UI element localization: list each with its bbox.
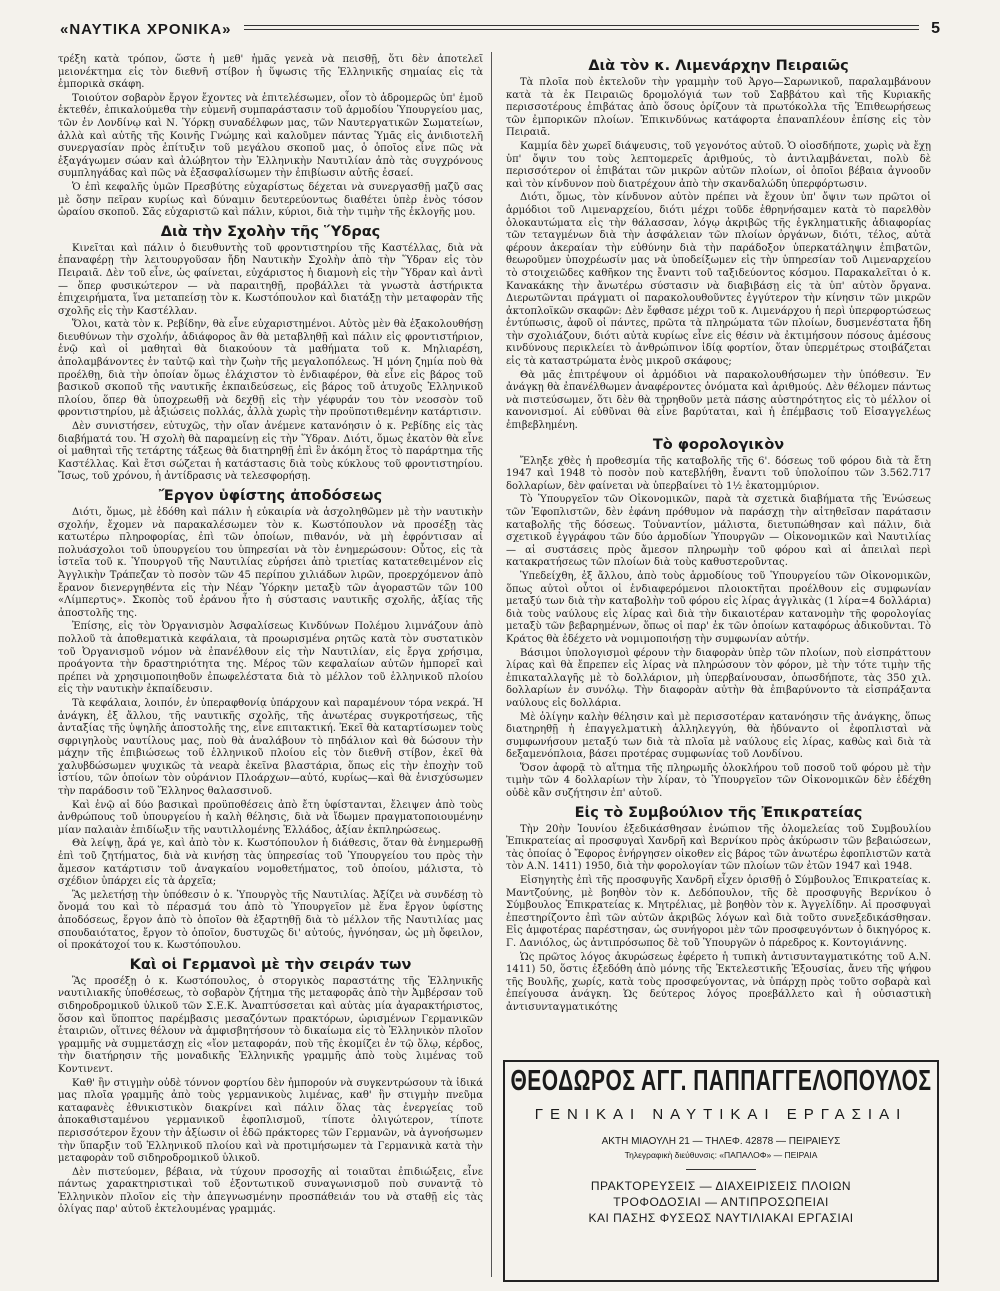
article-heading: Εἰς τὸ Συμβούλιον τῆς Ἐπικρατείας [574, 804, 863, 821]
article-paragraph: Κινεῖται καὶ πάλιν ὁ διευθυντὴς τοῦ φροντιστηρίου τῆς Καστέλλας, διὰ νὰ ἐπαναφέρῃ τὴν λειτουργοῦσαν ἤδη Ναυτικὴν Σχολὴν ἀπὸ τὴν Ὕδραν εἰς τὸν Πειραιᾶ. Δὲν τοῦ εἶνε, ὡς φαίνεται, εὐχάριστος ἡ διαμονὴ εἰς τὴν Ὕδραν καὶ ἀντὶ — ὅπερ φυσικώτερον — νὰ παραιτηθῇ, προβάλλει τὰ γνωστὰ ἀστήρικτα ἐπιχειρήματα, ἵνα μεταπείσῃ τὸν κ. Κωστόπουλον καὶ διατάξῃ τὴν μεταφορὰν τῆς σχολῆς εἰς τὴν Καστέλλαν. [58, 242, 483, 317]
article-paragraph: Ὡς πρῶτος λόγος ἀκυρώσεως ἐφέρετο ἡ τυπικὴ ἀντισυνταγματικότης τοῦ Α.Ν. 1411) 50, ὅστις ἐξεδόθη ἀπὸ μόνης τῆς Ἐκτελεστικῆς Ἐξουσίας, ἄνευ τῆς ψήφου τῆς Βουλῆς, χωρίς, κατὰ τοὺς προσφεύγοντας, νὰ ὑπάρχῃ πρὸς τοῦτο σοβαρὰ καὶ ἐπείγουσα ἀνάγκη. Ὡς δεύτερος λόγος προεβάλλετο καὶ ἡ οὐσιαστικὴ ἀντισυνταγματικότης [506, 951, 931, 1013]
article-paragraph: Δὲν συνιστήσεν, εὐτυχῶς, τὴν οἴαν ἀνέμενε κατανόησιν ὁ κ. Ρεβίδης εἰς τὰς διαβήματά του. Ἡ σχολὴ θὰ παραμείνῃ εἰς τὴν Ὕδραν. Διότι, ὅμως ἐκατὸν θὰ εἶνε οἱ μαθηταὶ τῆς τετάρτης τάξεως θὰ διατηρηθῇ ἐπὶ ἓν ἀκόμη ἔτος τὸ παράρτημα τῆς Καστέλλας. Καὶ ἔτσι σώζεται ἡ κατάστασις διὰ τοὺς κύκλους τοῦ φροντιστηρίου. Ἴσως, τοῦ χρόνου, ἡ ἀντίδρασις νὰ τελεσφορήσῃ. [58, 421, 483, 483]
advertisement-divider [686, 1169, 756, 1170]
article-paragraph: Τὰ πλοῖα ποὺ ἐκτελοῦν τὴν γραμμὴν τοῦ Ἀργο—Σαρωνικοῦ, παραλαμβάνουν κατὰ τὰ ἐκ Πειραιῶς δρομολόγιά των τοῦ Σαββάτου καὶ τῆς Κυριακῆς περισσοτέρους ἐπιβάτας ἀπὸ ὅσους ὁρίζουν τὰ πρωτόκολλα τῆς Ἐπιθεωρήσεως τῶν ἐμπορικῶν πλοίων. Ἐπικινδύνως κατάφορτα ἐπαναπλέουν ἐπίσης εἰς τὸν Πειραιᾶ. [506, 77, 931, 139]
article-heading: Καὶ οἱ Γερμανοὶ μὲ τὴν σειράν των [129, 956, 412, 973]
article-paragraph: Βάσιμοι ὑπολογισμοὶ φέρουν τὴν διαφορὰν ὑπὲρ τῶν πλοίων, ποὺ εἰσπράττουν λίρας καὶ θὰ ἔπρεπεν εἰς λίρας νὰ πληρώσουν τὸν φόρον, μὲ τὴν τότε τιμὴν τῆς ἐπικαταλλαγῆς μὲ τὸ δολλάριον, μὴ ὑπερβαίνουσαν, ὁπωσδήποτε, τὰς 350 χιλ. δολλαρίων ἐν συνόλῳ. Τὴν διαφορὰν αὐτὴν θὰ ἐπιβαρύνοντο τὰ εἰσπράξαντα ναύλους εἰς δολλάρια. [506, 647, 931, 709]
right-column [506, 54, 931, 1013]
advertiser-services-line: ΤΡΟΦΟΔΟΣΙΑΙ — ΑΝΤΙΠΡΟΣΩΠΕΙΑΙ [613, 1195, 829, 1209]
article-paragraph: Ἂς προσέξῃ ὁ κ. Κωστόπουλος, ὁ στοργικὸς παραστάτης τῆς Ἑλληνικῆς ναυτιλιακῆς ὑποθέσεως, τὸ σοβαρὸν ζήτημα τῆς μεταφορᾶς ἀπὸ τὴν Ἀμβέρσαν τοῦ σιδηροδρομικοῦ ὑλικοῦ τῶν Σ.Ε.Κ. Ἀναπτύσσεται καὶ αὐτὰς μία ἀγαρακτήριστος, ὅσον καὶ ὕποπτος παρέμβασις μεσαζόντων πρακτόρων, ὡρισμένων Γερμανικῶν ἑταιριῶν, οἵτινες θέλουν νὰ ἀμφισβητήσουν τὸ δικαίωμα εἰς τὸ Ἑλληνικὸν πλοῖον γραμμῆς νὰ συμμετάσχῃ εἰς «ἴον μεταφοράν, ποὺ τῆς ἐκομίζει ἐν τῷ ὅλῳ, κέρδος, τὴν διατήρησιν τῆς μοναδικῆς Ἑλληνικῆς γραμμῆς ἀπὸ τοὺς λιμένας τοῦ Κοντινεντ. [58, 975, 483, 1075]
article-heading: Τὸ φορολογικὸν [652, 436, 785, 453]
article-paragraph: Δὲν πιστεύομεν, βέβαια, νὰ τύχουν προσοχῆς αἱ τοιαῦται ἐπιδιώξεις, εἶνε πάντως χαρακτηριστικαὶ τοῦ ἐξοντωτικοῦ συναγωνισμοῦ ποὺ συναντᾷ τὸ Ἑλληνικὸν πλοῖον εἰς τὴν ἀπεγνωσμένην προσπάθειάν του νὰ σταθῇ εἰς τὰς ὀλίγας παρ' αὐτοῦ ἐκτελουμένας γραμμάς. [58, 1166, 483, 1216]
article-paragraph: Διότι, ὅμως, μὲ ἐδόθη καὶ πάλιν ἡ εὐκαιρία νὰ ἀσχοληθῶμεν μὲ τὴν ναυτικὴν σχολήν, ἔχομεν νὰ παρακαλέσωμεν τὸν κ. Κωστόπουλον νὰ προσέξῃ τὰς κατωτέρω πληροφορίας, ἐπὶ τῶν ὁποίων, πιθανόν, νὰ μὴ ἐφρόντισαν αἱ πολυάσχολοι τοῦ ὑπουργείου του ὑπηρεσίαι νὰ τὸν ἐνημερώσουν: Οὗτος, εἰς τὰ ἰστεῖα τοῦ κ. Ὑπουργοῦ τῆς Ναυτιλίας εὑρήσει ἀπὸ τριετίας κατατεθειμένον εἰς Ἀγγλικὴν Τράπεζαν τὸ ποσὸν τῶν 45 περίπου χιλιάδων λιρῶν, προερχόμενον ἀπὸ ἔρανον διενεργηθέντα εἰς τὴν Νέαν Ὑόρκην μεταξὺ τῶν ἀγοραστῶν τῶν 100 «Λίμπερτυς». Σκοπὸς τοῦ ἐράνου ἦτο ἡ σύστασις ναυτικῆς σχολῆς, ἀξίας τῆς ἀποστολῆς της. [58, 507, 483, 619]
article-paragraph: Καμμία δὲν χωρεῖ διάψευσις, τοῦ γεγονότος αὐτοῦ. Ὁ οἱοσδήποτε, χωρὶς νὰ ἔχῃ ὑπ' ὄψιν του τοὺς λεπτομερεῖς ἀριθμούς, τὸ ἀντιλαμβάνεται, πολὺ δὲ περισσότερον οἱ ἐπιβάται τῶν μικρῶν αὐτῶν πλοίων, οἱ ὁποῖοι βέβαια ἀγνοοῦν καὶ τὸν κίνδυνον ποὺ διατρέχουν ἀπὸ τὴν σκανδαλώδη ὑπερφόρτωσιν. [506, 140, 931, 190]
advertiser-telegraph: Τηλεγραφικὴ διεύθυνσις: «ΠΑΠΑΛΟΦ» — ΠΕΙΡΑΙΑ [624, 1150, 818, 1160]
article-paragraph: Ὅσον ἀφορᾷ τὸ αἴτημα τῆς πληρωμῆς ὁλοκλήρου τοῦ ποσοῦ τοῦ φόρου μὲ τὴν τιμὴν τῶν 4 δολλαρίων τὴν λίραν, τὸ Ὑπουργεῖον τῶν Οἰκονομικῶν δὲν ἐδέχθη οὐδὲ κἂν συζήτησιν ἐπ' αὐτοῦ. [506, 762, 931, 800]
article-paragraph: Ὑπεδείχθη, ἐξ ἄλλου, ἀπὸ τοὺς ἁρμοδίους τοῦ Ὑπουργείου τῶν Οἰκονομικῶν, ὅπως αὐτοὶ οὗτοι οἱ ἐνδιαφερόμενοι πλοιοκτῆται προέλθουν εἰς συμφωνίαν μεταξύ των διὰ τὴν καταβολὴν τοῦ φόρου εἰς λίρας ἀγγλικὰς (1 λίρα=4 δολλάρια) διὰ τοὺς ναύλους εἰς λίρας καὶ διὰ τὴν δικαιοτέραν κατανομὴν τῆς φορολογίας μεταξὺ τῶν βεβαρημένων, ὅπως οἱ παρ' ἐκ τῶν ὁποίων καταφόρως ἀδικοῦνται. Τὸ Κράτος θὰ ἐδέχετο νὰ νομιμοποιήσῃ τὴν συμφωνίαν αὐτήν. [506, 570, 931, 645]
article-paragraph: Εἰσηγητὴς ἐπὶ τῆς προσφυγῆς Χανδρῆ εἶχεν ὁρισθῇ ὁ Σύμβουλος Ἐπικρατείας κ. Μαντζούνης, μὲ βοηθὸν τὸν κ. Δεδόπουλον, τῆς δὲ προσφυγῆς Βερνίκου ὁ Σύμβουλος Ἐπικρατείας κ. Μητρέλιας, μὲ βοηθὸν τὸν κ. Ἀγγελίδην. Αἱ προσφυγαὶ ἐπεστηρίζοντο ἐπὶ τῶν αὐτῶν ἀκριβῶς λόγων καὶ διὰ τοῦτο συνεξεδικάσθησαν. Εἰς ἀμφοτέρας παρέστησαν, ὡς συνήγοροι μὲν τῶν προσφευγόντων ὁ δικηγόρος κ. Γ. Δανιόλος, ὡς ἀντιπρόσωπος δὲ τοῦ Ὑπουργῶν ὁ πάρεδρος κ. Κοντογιάννης. [506, 875, 931, 949]
article-paragraph: Ἔληξε χθὲς ἡ προθεσμία τῆς καταβολῆς τῆς 6'. δόσεως τοῦ φόρου διὰ τὰ ἔτη 1947 καὶ 1948 τὸ ποσὸν ποὺ κατεβλήθη, ἔναντι τοῦ ὑπολοίπου τῶν 3.562.717 δολλαρίων, δὲν φαίνεται νὰ ὑπερβαίνει τὸ 1½ ἑκατομμύριον. [506, 455, 931, 492]
article-paragraph: Τὴν 20ὴν Ἰουνίου ἐξεδικάσθησαν ἐνώπιον τῆς ὁλομελείας τοῦ Συμβουλίου Ἐπικρατείας αἱ προσφυγαὶ Χανδρῆ καὶ Βερνίκου πρὸς ἀκύρωσιν τῶν βεβαιώσεων, τὰς ὁποίας ὁ Ἔφορος ἐνήργησεν οἰκοθεν εἰς βάρος τῶν ἀνωτέρω ἐφοπλιστῶν κατὰ τὸν Α.Ν. 1411) 1950, διὰ τὴν φορολογίαν τῶν πλοίων τῶν ἐτῶν 1947 καὶ 1948. [506, 823, 931, 873]
article-paragraph: Ὁ ἐπὶ κεφαλῆς ὑμῶν Πρεσβύτης εὐχαρίστως δέχεται νὰ συνεργασθῇ μαζῦ σας μὲ ὅσην πεῖραν κυρίως καὶ δύναμιν δευτερεύοντως διαθέτει ὑπὲρ ἑνὸς τόσον ὡραίου σκοποῦ. Σᾶς εὐχαριστῶ καὶ πάλιν, κύριοι, διὰ τὴν τιμὴν τῆς ἐκλογῆς μου. [58, 181, 483, 219]
article-paragraph: Τοιούτον σοβαρὸν ἔργον ἔχοντες νὰ ἐπιτελέσωμεν, οἷον τὸ ἀδρομερῶς ὑπ' ἐμοῦ ἐκτεθέν, ἐπικαλούμεθα τὴν εὐμενῆ συμπαράστασιν τοῦ ἁρμοδίου Ὑπουργείου μας, τῶν ἐν Λονδίνῳ καὶ Ν. Ὑόρκῃ συναδέλφων μας, τῶν Ναυτεργατικῶν Σωματείων, ἀλλὰ καὶ αὐτῆς τῆς Κοινῆς Γνώμης καὶ καλοῦμεν πάντας Ὑμᾶς εἰς ἀνιδιοτελῆ συνεργασίαν πρὸς ἐπίτυξιν τοῦ μεγάλου σκοποῦ μας, ὁ ὁποῖος εἶνε πῶς νὰ ἐξαγάγωμεν σώαν καὶ ἀλώβητον τὴν Ἑλληνικὴν Ναυτιλίαν ἀπὸ τὰς συγχρόνους συμπληγάδας καὶ πῶς νὰ ἐξασφαλίσωμεν τὴν ἐπιβίωσιν αὐτῆς ἐσαεί. [58, 92, 483, 180]
advertiser-address: ΑΚΤΗ ΜΙΑΟΥΛΗ 21 — ΤΗΛΕΦ. 42878 — ΠΕΙΡΑΙΕΥΣ [601, 1136, 841, 1147]
article-heading: Ἔργον ὑφίστης ἀποδόσεως [158, 488, 383, 504]
article-paragraph: Ἂς μελετήσῃ τὴν ὑπόθεσιν ὁ κ. Ὑπουργὸς τῆς Ναυτιλίας. Ἀξίζει νὰ συνδέσῃ τὸ ὄνομά του καὶ τὸ πέρασμά του ἀπὸ τὸ Ὑπουργεῖον μὲ ἕνα ἔργον ὑφίστης ἀποδόσεως, ἔργον ἀπὸ τὸ ὁποῖον θὰ ἐξαρτηθῇ διὰ τὸ μέλλον τῆς Ναυτιλίας μας σπουδαιότατος, ἔργον τὸ ὁποῖον, δυστυχῶς δι' αὐτούς, ἠγνόησαν, ὡς μὴ ὄφειλον, οἱ προκάτοχοί του κ. Κωστόπουλου. [58, 889, 483, 952]
article-heading: Διὰ τὸν κ. Λιμενάρχην Πειραιῶς [588, 58, 849, 74]
article-paragraph: Καὶ ἐνῷ αἱ δύο βασικαὶ προϋποθέσεις ἀπὸ ἔτη ὑφίστανται, ἔλειψεν ἀπὸ τοὺς ἀνθρώπους τοῦ ὑπουργείου ἡ καλὴ θέλησις, διὰ νὰ ἴδωμεν πραγματοποιουμένην μίαν παλαιὰν ἐπιδίωξιν τῆς ναυτιλλομένης Ἑλλάδος, ἀξίαν ἐκπληρώσεως. [58, 799, 483, 836]
page-header [60, 14, 940, 44]
column-divider [491, 52, 492, 1277]
header-rule [244, 25, 920, 33]
article-heading: Διὰ τὴν Σχολὴν τῆς Ὕδρας [160, 223, 381, 240]
article-paragraph: Διότι, ὅμως, τὸν κίνδυνον αὐτὸν πρέπει νὰ ἔχουν ὑπ' ὄψιν των πρῶτοι οἱ ἁρμόδιοι τοῦ Λιμεναρχείου, διότι μέχρι τοῦδε ἐθρηνήσαμεν κατὰ τὸ παρελθὸν ὁλοκαυτώματα εἰς τὴν θάλασσαν, λόγῳ ἀκριβῶς τῆς ἐγκληματικῆς ἀδιαφορίας τῶν τεταγμένων διὰ τὴν ἀσφάλειαν τῶν πλοίων ὀργάνων, διότι, τέλος, αὐτὰ φέρουν ἀκεραίαν τὴν εὐθύνην διὰ τὴν παράδοξον ὑπερκατάληψιν ἐπιβατῶν, θεωροῦμεν ὑποχρέωσίν μας νὰ ὑποδείξωμεν εἰς τὴν ὑπηρεσίαν τοῦ Λιμεναρχείου τὸ στοιχειῶδες καθῆκον της ἔναντι τοῦ ταξιδεύοντος κόσμου. Παρακαλεῖται ὁ κ. Κανακάκης τὴν ἄνωτέρω σύστασιν νὰ διαβιβάσῃ εἰς τὰ ὑπ' αὐτὸν ὄργανα. Διερωτῶνται πράγματι οἱ παρακολουθοῦντες ἐγγύτερον τὴν κίνησιν τῶν μικρῶν ἀκτοπλοϊκῶν σκαφῶν: Δὲν ἔφθασε μέχρι τοῦ κ. Λιμενάρχου ἡ περὶ ὑπερφορτώσεως ἐντύπωσις, ἀφοῦ οἱ πάντες, πρῶτα τὰ πληρώματα τῶν πλοίων, δυσμενέστατα ἤδη τὴν σχολιάζουν, διότι αὐτὰ κυρίως εἶνε εἰς θέσιν νὰ ἐκτιμήσουν πόσους ἀμέσους κινδύνους περικλείει τὸ ἀνθρώπινον ἰδίᾳ φορτίον, ὅταν ὑπερμέτρως στοιβάζεται εἰς τὰ καταστρώματα ἑνὸς μικροῦ σκάφους; [506, 192, 931, 368]
article-paragraph: Ἐπίσης, εἰς τὸν Ὀργανισμὸν Ἀσφαλίσεως Κινδύνων Πολέμου λιμνάζουν ἀπὸ πολλοῦ τὰ ἀποθεματικὰ κεφάλαια, τὰ προωρισμένα ρητῶς κατὰ τὸν συστατικὸν τοῦ Ὀργανισμοῦ νόμον νὰ ἐπανέλθουν εἰς τὴν Ναυτιλίαν, εἰς ἔργα χρήσιμα, προάγοντα τὴν δραστηριότητα της. Μέρος τῶν κεφαλαίων αὐτῶν ἠμπορεῖ καὶ πρέπει νὰ χρησιμοποιηθοῦν ἐπωφελέστατα διὰ τὸ μέλλον τοῦ ἑλληνικοῦ πλοίου εἰς τὴν ναυτικὴν ἐκπαίδευσιν. [58, 621, 483, 696]
article-paragraph: Θὰ λείψῃ, ἄρά γε, καὶ ἀπὸ τὸν κ. Κωστόπουλον ἡ διάθεσις, ὅταν θὰ ἐνημερωθῇ ἐπὶ τοῦ ζητήματος, διὰ νὰ κινήσῃ τὰς ὑπηρεσίας τοῦ Ὑπουργείου του πρὸς τὴν ἄμεσον κατάρτισιν τοῦ ἀναγκαίου νομοθετήματος, τοῦ ὁποίου, μάλιστα, τὸ σχέδιον ὑπάρχει εἰς τὰ ἀρχεῖα; [58, 838, 483, 888]
article-paragraph: Καθ' ἣν στιγμὴν οὐδὲ τόννον φορτίου δὲν ἠμπορούν νὰ συγκεντρώσουν τὰ ἰδικά μας πλοῖα γραμμῆς ἀπὸ τοὺς γερμανικοὺς λιμένας, καθ' ἣν στιγμὴν πνεῦμα καταφανὲς ἐθνικιστικὸν διακρίνει καὶ πάλιν ὅλας τὰς ἐνεργείας τοῦ ἀποκαθισταμένου γερμανικοῦ ἐφοπλισμοῦ, τίποτε ὀλιγώτερον, τίποτε περισσότερον ἔχουν τὴν ἀξίωσιν οἱ ἐδῶ πράκτορες τῶν Γερμανῶν, νὰ ἀγνοήσωμεν τὴν ὕπαρξιν τοῦ Ἑλληνικοῦ πλοίου καὶ νὰ προτιμήσωμεν τὰ Γερμανικὰ κατὰ τὴν μεταφορὰν τοῦ σιδηροδρομικοῦ ὑλικοῦ. [58, 1077, 483, 1165]
advertiser-name: ΘΕΟΔΩΡΟΣ ΑΓΓ. ΠΑΠΠΑΓΓΕΛΟΠΟΥΛΟΣ [510, 1065, 932, 1097]
article-paragraph: τρέξη κατὰ τρόπον, ὥστε ἡ μεθ' ἡμᾶς γενεὰ νὰ πεισθῇ, ὅτι δὲν ἀποτελεῖ μειονέκτημα εἰς τὸν διεθνῆ στίβον ἡ ὕψωσις τῆς Ἑλληνικῆς σημαίας εἰς τὰ ἐμπορικὰ σκάφη. [58, 54, 483, 91]
left-column [58, 54, 483, 1264]
advertiser-services-line: ΚΑΙ ΠΑΣΗΣ ΦΥΣΕΩΣ ΝΑΥΤΙΛΙΑΚΑΙ ΕΡΓΑΣΙΑΙ [588, 1211, 854, 1225]
advertisement-box [503, 1060, 939, 1282]
article-paragraph: Μὲ ὀλίγην καλὴν θέλησιν καὶ μὲ περισσοτέραν κατανόησιν τῆς ἀνάγκης, ὅπως διατηρηθῇ ἡ ἐπαγγελματικὴ ἀλληλεγγύη, θὰ ἠδύναντο οἱ ἐφοπλισταὶ νὰ συμφωνήσουν μεταξύ των διὰ τὰ πλοῖα μὲ ναύλους εἰς λίρας, καθὼς καὶ διὰ τὰ δεξαμενόπλοια, βάσει προτέρας συμφωνίας τοῦ Λονδίνου. [506, 711, 931, 761]
page-number: 5 [931, 20, 940, 37]
article-paragraph: Τὰ κεφάλαια, λοιπόν, ἐν ὑπεραφθονίᾳ ὑπάρχουν καὶ παραμένουν τόρα νεκρά. Ἡ ἀνάγκη, ἐξ ἄλλου, τῆς ναυτικῆς σχολῆς, τῆς ἀνωτέρας συγκροτήσεως, τῆς ἀνταξίας τῆς ὑψηλῆς ἀποστολῆς της, εἶνε επιτακτική. Ἐκεῖ θὰ καταρτίσωμεν τοὺς σφριγηλοὺς ναυτίλους μας, ποὺ θὰ ἀναλάβουν τὸ πηδάλιον καὶ θὰ δώσουν τὴν μάχην τῆς ἐπιβιώσεως τοῦ ἑλληνικοῦ πλοίου εἰς τὸν διεθνῆ στίβον, ἐκεῖ θὰ χαλυβδώσωμεν ψυχικῶς τὰ νεαρὰ ἐκεῖνα βλαστάρια, ὅπως εἰς τὴν ἐποχὴν τοῦ ἱστίου, τῶν ὁποίων τὸν οὐράνιον Πλοάρχων—αὐτό, κυρίως—καὶ θὰ ἐνισχύσωμεν τὴν παράδοσιν τοῦ Ἕλληνος θαλασσινοῦ. [58, 697, 483, 798]
article-paragraph: Τὸ Ὑπουργεῖον τῶν Οἰκονομικῶν, παρὰ τὰ σχετικὰ διαβήματα τῆς Ἑνώσεως τῶν Ἐφοπλιστῶν, δὲν ἐφάνη πρόθυμον νὰ παράσχῃ τὴν αἰτηθεῖσαν παράτασιν καταβολῆς τῆς δόσεως. Τοὐναντίον, μάλιστα, διετυπώθησαν καὶ πάλιν, διὰ σχετικοῦ ἐγγράφου τῶν δύο ἁρμοδίων Ὑπουργῶν — Οἰκονομικῶν καὶ Ναυτιλίας — αἱ συστάσεις πρὸς ἄμεσον πληρωμὴν τοῦ φόρου καὶ αἱ ἀπειλαὶ περὶ κατακρατήσεως τῶν πλοίων διὰ τοὺς καθυστεροῦντας. [506, 494, 931, 569]
article-paragraph: Θὰ μᾶς ἐπιτρέψουν οἱ ἁρμόδιοι νὰ παρακολουθήσωμεν τὴν ὑπόθεσιν. Ἐν ἀνάγκῃ θὰ ἐπανέλθωμεν ἀναφέροντες ὀνόματα καὶ ἀριθμούς. Δὲν θέλομεν πάντως νὰ πιστεύσωμεν, ὅτι δὲν θὰ τηρηθοῦν μετὰ πάσης αὐστηρότητος εἰς τὸ μέλλον οἱ κανονισμοί. Αἱ εὐθῦναι θὰ εἶνε βαρύταται, καὶ ἡ ἐπέμβασις τοῦ Εἰσαγγελέως ἐπιβεβλημένη. [506, 369, 931, 432]
article-paragraph: Ὅλοι, κατὰ τὸν κ. Ρεβίδην, θὰ εἶνε εὐχαριστημένοι. Αὐτὸς μὲν θὰ ἐξακολουθήσῃ διευθύνων τὴν σχολήν, ἀδιάφορος ἂν θὰ μεταβληθῇ καὶ πάλιν εἰς φροντιστήριον, ἐνῷ καὶ οἱ μαθηταὶ θὰ διακούουν τὰ μαθήματα τοῦ κ. Μηλιαρέση, ἀπολαμβάνοντες ἐν ταὐτῷ καὶ τὴν ζωὴν τῆς μεγαλοπόλεως. Ἡ μόνη ζημία ποὺ θὰ προέλθῃ, διὰ τὴν ὁποίαν ὅμως ἐλάχιστον τὸ ἐνδιαφέρον, θὰ εἶνε εἰς βάρος τοῦ βασικοῦ σκοποῦ τῆς ναυτικῆς ἐκπαιδεύσεως, εἰς βάρος τοῦ ἀτυχοῦς Ἑλληνικοῦ πλοίου, ὅπερ θὰ ὑποχρεωθῇ νὰ δεχθῇ εἰς τὴν γέφυράν του τὸν νεοσσὸν τοῦ φροντιστηρίου, μὲ ἀξιώσεις πολλάς, ἀλλὰ χωρὶς τὴν προϋποτιθεμένην κατάρτισιν. [58, 319, 483, 419]
publication-title: «ΝΑΥΤΙΚΑ ΧΡΟΝΙΚΑ» [60, 20, 232, 38]
advertiser-subtitle: ΓΕΝΙΚΑΙ ΝΑΥΤΙΚΑΙ ΕΡΓΑΣΙΑΙ [534, 1106, 908, 1123]
advertiser-services-line: ΠΡΑΚΤΟΡΕΥΣΕΙΣ — ΔΙΑΧΕΙΡΙΣΕΙΣ ΠΛΟΙΩΝ [590, 1179, 852, 1193]
